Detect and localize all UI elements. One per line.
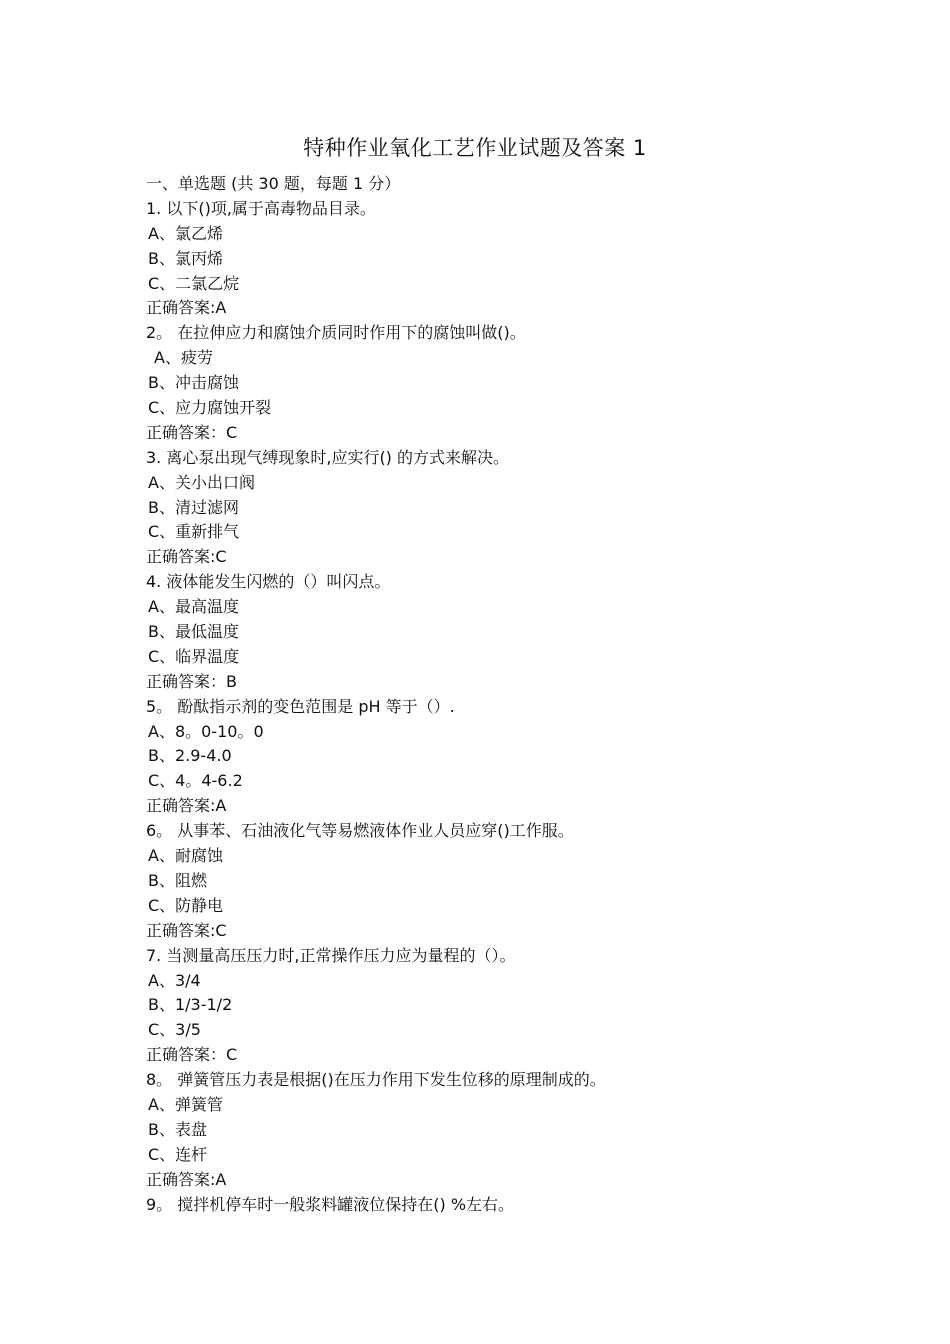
question-option: C、3/5	[148, 1020, 201, 1040]
question-option: B、2.9-4.0	[148, 746, 232, 766]
question-option: C、应力腐蚀开裂	[148, 398, 272, 418]
correct-answer: 正确答案:A	[146, 796, 227, 816]
question-option: B、清过滤网	[148, 497, 239, 517]
question-option: B、1/3-1/2	[148, 995, 233, 1015]
correct-answer: 正确答案:C	[146, 547, 227, 567]
document-body	[146, 172, 866, 1217]
correct-answer: 正确答案:A	[146, 1169, 227, 1189]
correct-answer: 正确答案:A	[146, 298, 227, 318]
question-option: A、耐腐蚀	[148, 846, 223, 866]
correct-answer: 正确答案：B	[146, 671, 237, 691]
question-stem: 7. 当测量高压压力时,正常操作压力应为量程的（）。	[146, 945, 516, 965]
document-title: 特种作业氧化工艺作业试题及答案 1	[303, 136, 647, 160]
correct-answer: 正确答案：C	[146, 1045, 238, 1065]
question-option: B、氯丙烯	[148, 248, 223, 268]
question-stem: 1. 以下()项,属于高毒物品目录。	[146, 198, 376, 218]
question-stem: 3. 离心泵出现气缚现象时,应实行() 的方式来解决。	[146, 447, 510, 467]
question-option: A、8。0-10。0	[148, 721, 264, 741]
question-stem: 2。 在拉伸应力和腐蚀介质同时作用下的腐蚀叫做()。	[146, 323, 526, 343]
question-option: C、防静电	[148, 895, 224, 915]
question-stem: 4. 液体能发生闪燃的（）叫闪点。	[146, 572, 391, 592]
question-option: A、氯乙烯	[148, 223, 223, 243]
question-option: A、疲劳	[154, 348, 213, 368]
question-option: C、二氯乙烷	[148, 273, 240, 293]
question-option: C、重新排气	[148, 522, 240, 542]
correct-answer: 正确答案：C	[146, 422, 238, 442]
question-option: B、表盘	[148, 1119, 207, 1139]
question-option: C、临界温度	[148, 646, 240, 666]
question-option: A、弹簧管	[148, 1094, 223, 1114]
correct-answer: 正确答案:C	[146, 920, 227, 940]
question-option: A、最高温度	[148, 597, 239, 617]
question-option: B、最低温度	[148, 622, 239, 642]
section-heading: 一、单选题 (共 30 题，每题 1 分）	[146, 174, 401, 193]
question-stem: 8。 弹簧管压力表是根据()在压力作用下发生位移的原理制成的。	[146, 1070, 606, 1090]
question-option: C、4。4-6.2	[148, 771, 243, 791]
question-option: C、连杆	[148, 1144, 208, 1164]
question-stem: 9。 搅拌机停车时一般浆料罐液位保持在() %左右。	[146, 1194, 515, 1214]
question-stem: 5。 酚酞指示剂的变色范围是 pH 等于（）.	[146, 696, 455, 716]
question-option: A、3/4	[148, 970, 201, 990]
question-option: B、阻燃	[148, 870, 207, 890]
question-stem: 6。 从事苯、石油液化气等易燃液体作业人员应穿()工作服。	[146, 821, 574, 841]
question-option: B、冲击腐蚀	[148, 373, 239, 393]
question-option: A、关小出口阀	[148, 472, 255, 492]
